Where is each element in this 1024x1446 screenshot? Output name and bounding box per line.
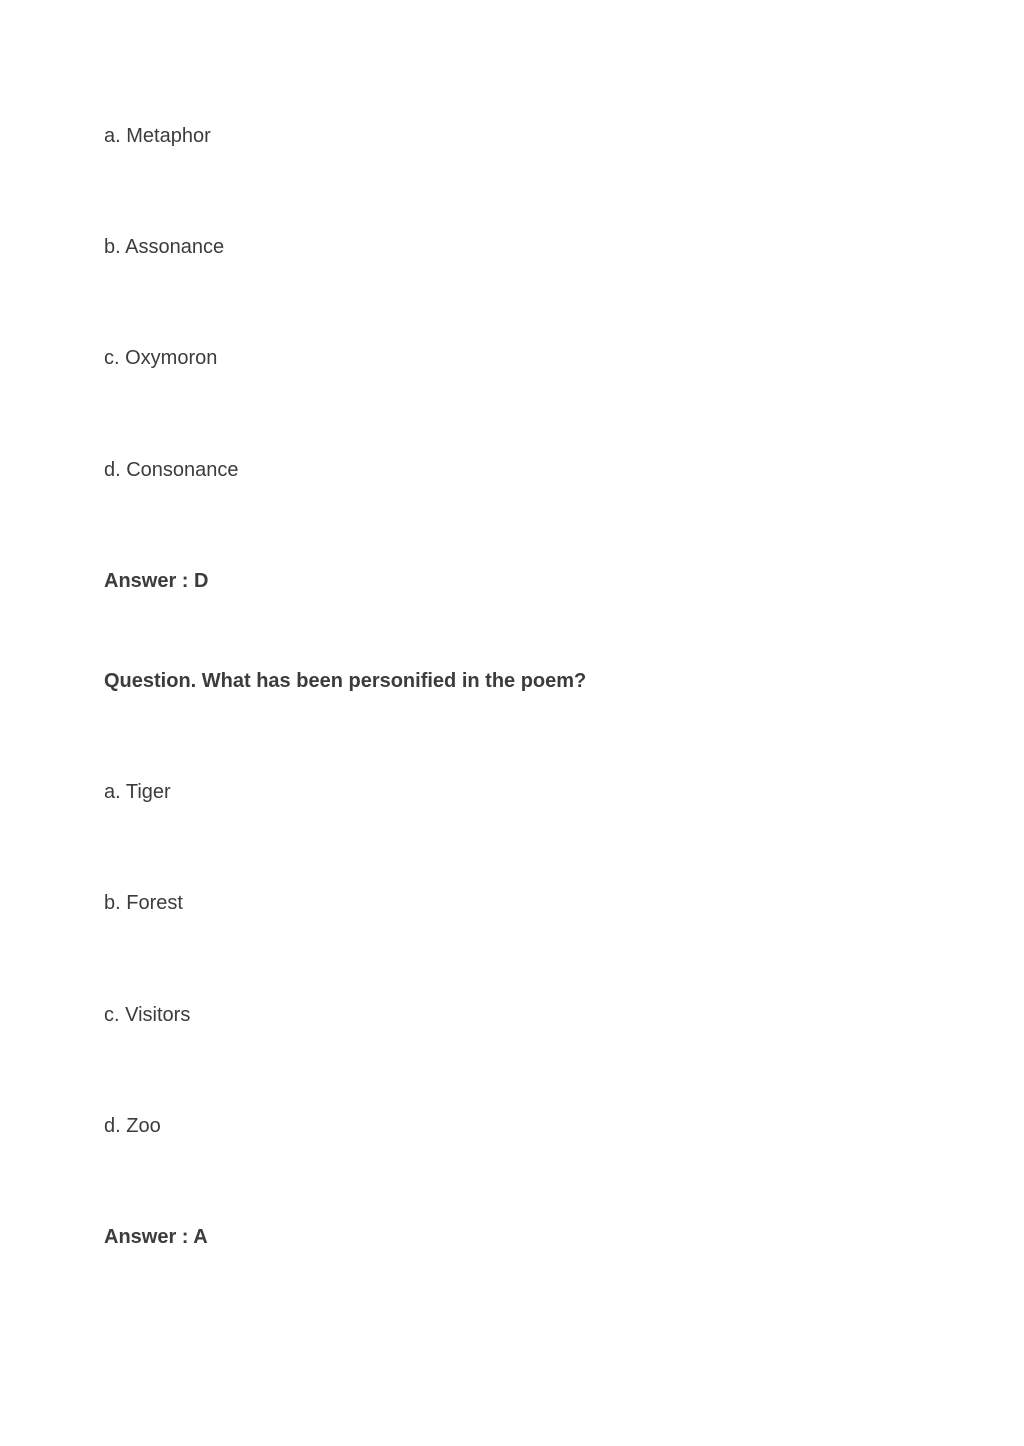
q2-question: Question. What has been personified in the poem?: [104, 670, 587, 692]
q1-option-d: d. Consonance: [104, 459, 239, 481]
q2-answer: Answer : A: [104, 1226, 208, 1248]
q1-answer: Answer : D: [104, 570, 209, 592]
q1-option-c: c. Oxymoron: [104, 347, 218, 369]
q1-option-b: b. Assonance: [104, 236, 225, 258]
q2-option-d: d. Zoo: [104, 1115, 161, 1137]
q1-option-a: a. Metaphor: [104, 125, 211, 147]
q2-option-b: b. Forest: [104, 892, 183, 914]
q2-option-a: a. Tiger: [104, 781, 171, 803]
q2-option-c: c. Visitors: [104, 1004, 191, 1026]
